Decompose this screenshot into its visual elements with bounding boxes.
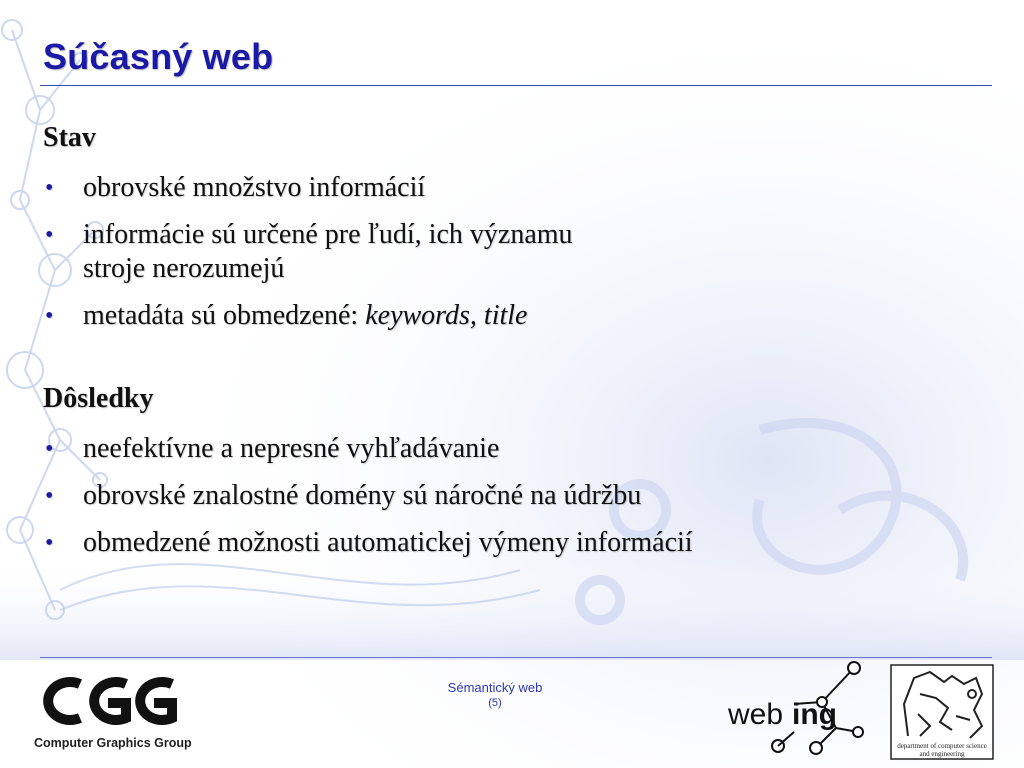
svg-text:web: web <box>728 698 784 731</box>
svg-text:ing: ing <box>792 698 837 731</box>
list-item <box>43 171 973 205</box>
list-item <box>43 299 973 333</box>
svg-text:department of computer science: department of computer science <box>897 742 987 750</box>
footer-presentation-title: Sémantický web <box>447 680 543 695</box>
cgg-logo-icon <box>40 672 185 730</box>
bullet-text: informácie sú určené pre ľudí, ich významu <box>83 219 573 250</box>
slide-content <box>43 118 973 560</box>
page-title: Súčasný web <box>43 36 274 77</box>
bullet-icon: • <box>45 175 54 201</box>
list-item <box>43 218 973 286</box>
bullet-text: obrovské množstvo informácií <box>83 172 426 203</box>
bullet-list-stav <box>43 171 973 333</box>
lion-crest-icon <box>890 664 994 760</box>
bullet-text: obmedzené možnosti automatickej výmeny informácií <box>83 527 693 558</box>
bullet-icon: • <box>45 303 54 329</box>
footer-page-number: (5) <box>488 697 502 709</box>
section-heading-stav: Stav <box>43 122 96 153</box>
bullet-text-italic: keywords, title <box>365 300 528 331</box>
bullet-text <box>83 299 973 333</box>
list-item <box>43 432 973 466</box>
bullet-icon: • <box>45 483 54 509</box>
group-name: Computer Graphics Group <box>34 736 192 750</box>
bullet-icon: • <box>45 530 54 556</box>
bullet-text-continued: stroje nerozumejú <box>83 253 285 284</box>
bullet-list-dosledky <box>43 432 973 560</box>
bullet-text-plain: metadáta sú obmedzené: <box>83 300 366 331</box>
list-item <box>43 479 973 513</box>
bullet-icon: • <box>45 436 54 462</box>
bullet-text: obrovské znalostné domény sú náročné na údržbu <box>83 480 642 511</box>
footer-divider <box>40 657 992 658</box>
list-item <box>43 526 973 560</box>
bullet-text: neefektívne a nepresné vyhľadávanie <box>83 433 500 464</box>
svg-text:and engineering: and engineering <box>919 750 965 758</box>
title-divider <box>40 85 992 86</box>
section-heading-dosledky: Dôsledky <box>43 383 154 414</box>
webing-network-logo-icon <box>724 660 880 760</box>
bullet-icon: • <box>45 222 54 248</box>
